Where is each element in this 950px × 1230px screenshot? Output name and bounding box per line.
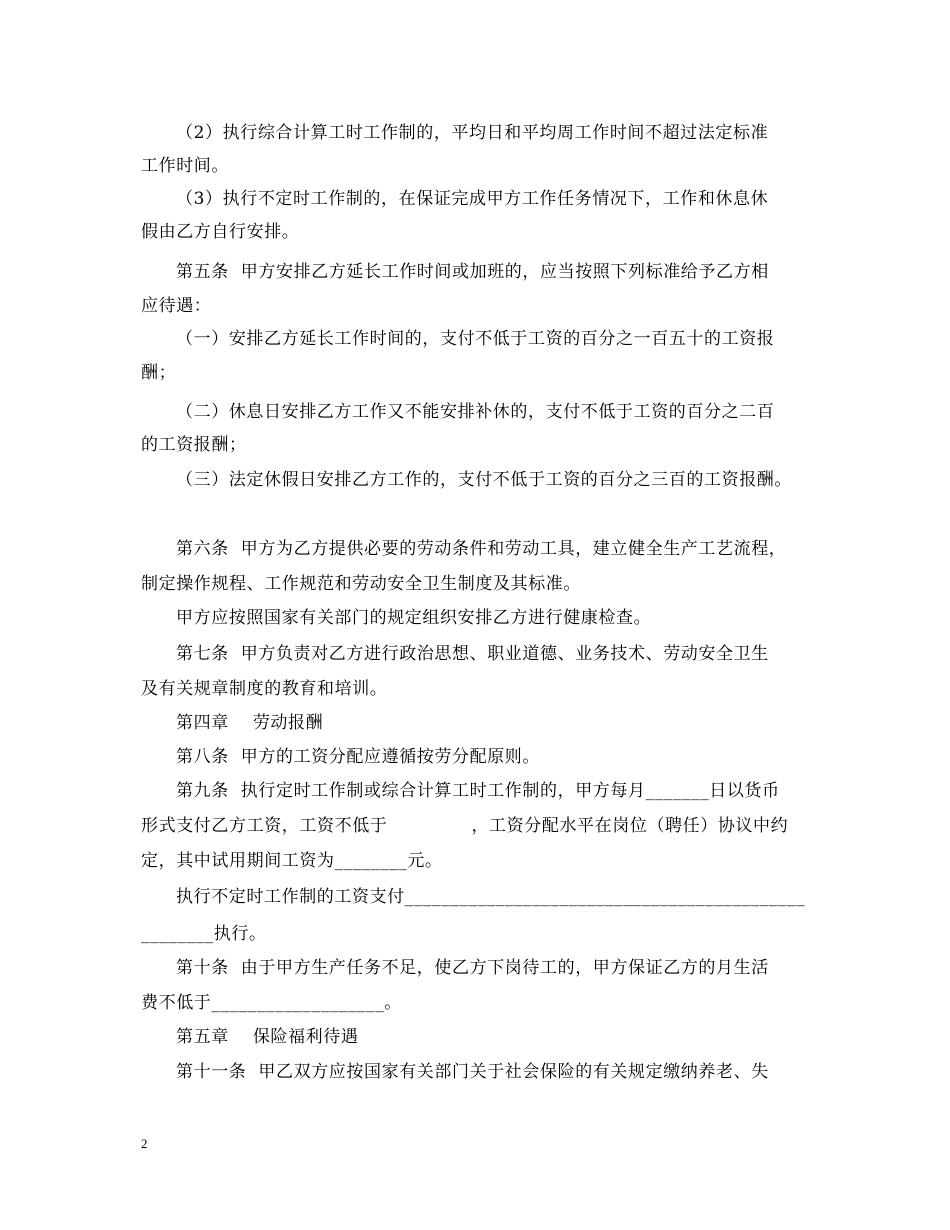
text-line: 第六条 甲方为乙方提供必要的劳动条件和劳动工具，建立健全生产工艺流程， [176, 539, 787, 559]
text-line: 及有关规章制度的教育和培训。 [141, 679, 388, 699]
text-line: 定，其中试用期间工资为________元。 [141, 851, 443, 871]
text-line: 形式支付乙方工资，工资不低于 ，工资分配水平在岗位（聘任）协议中约 [141, 816, 789, 836]
text-line: 假由乙方自行安排。 [141, 222, 300, 242]
text-line: 第五条 甲方安排乙方延长工作时间或加班的，应当按照下列标准给予乙方相 [176, 262, 769, 282]
text-line: （三）法定休假日安排乙方工作的，支付不低于工资的百分之三百的工资报酬。 [176, 470, 792, 490]
text-line: 的工资报酬； [141, 435, 247, 455]
text-line: 制定操作规程、工作规范和劳动安全卫生制度及其标准。 [141, 574, 581, 594]
text-line: 第八条 甲方的工资分配应遵循按劳分配原则。 [176, 747, 541, 767]
text-line: 酬； [141, 363, 177, 383]
text-line: 费不低于___________________。 [141, 993, 402, 1013]
text-line: （一）安排乙方延长工作时间的，支付不低于工资的百分之一百五十的工资报 [176, 329, 775, 349]
text-line: 第十条 由于甲方生产任务不足，使乙方下岗待工的，甲方保证乙方的月生活 [176, 958, 769, 978]
text-line: 执行不定时工作制的工资支付____________________________________________ [176, 887, 806, 907]
section-heading: 第五章 保险福利待遇 [176, 1027, 359, 1047]
page-number: 2 [141, 1136, 148, 1151]
text-line: （2）执行综合计算工时工作制的，平均日和平均周工作时间不超过法定标准 [176, 123, 769, 143]
text-line: 第七条 甲方负责对乙方进行政治思想、职业道德、业务技术、劳动安全卫生 [176, 644, 769, 664]
section-heading: 第四章 劳动报酬 [176, 713, 324, 733]
text-line: 应待遇： [141, 296, 212, 316]
text-line: ________执行。 [141, 924, 267, 944]
text-line: 甲方应按照国家有关部门的规定组织安排乙方进行健康检查。 [176, 608, 652, 628]
text-line: 工作时间。 [141, 156, 229, 176]
text-line: （3）执行不定时工作制的，在保证完成甲方工作任务情况下，工作和休息休 [176, 189, 769, 209]
text-line: （二）休息日安排乙方工作又不能安排补休的，支付不低于工资的百分之二百 [176, 402, 775, 422]
text-line: 第十一条 甲乙双方应按国家有关部门关于社会保险的有关规定缴纳养老、失 [176, 1062, 769, 1082]
text-line: 第九条 执行定时工作制或综合计算工时工作制的，甲方每月_______日以货币 [176, 781, 780, 801]
